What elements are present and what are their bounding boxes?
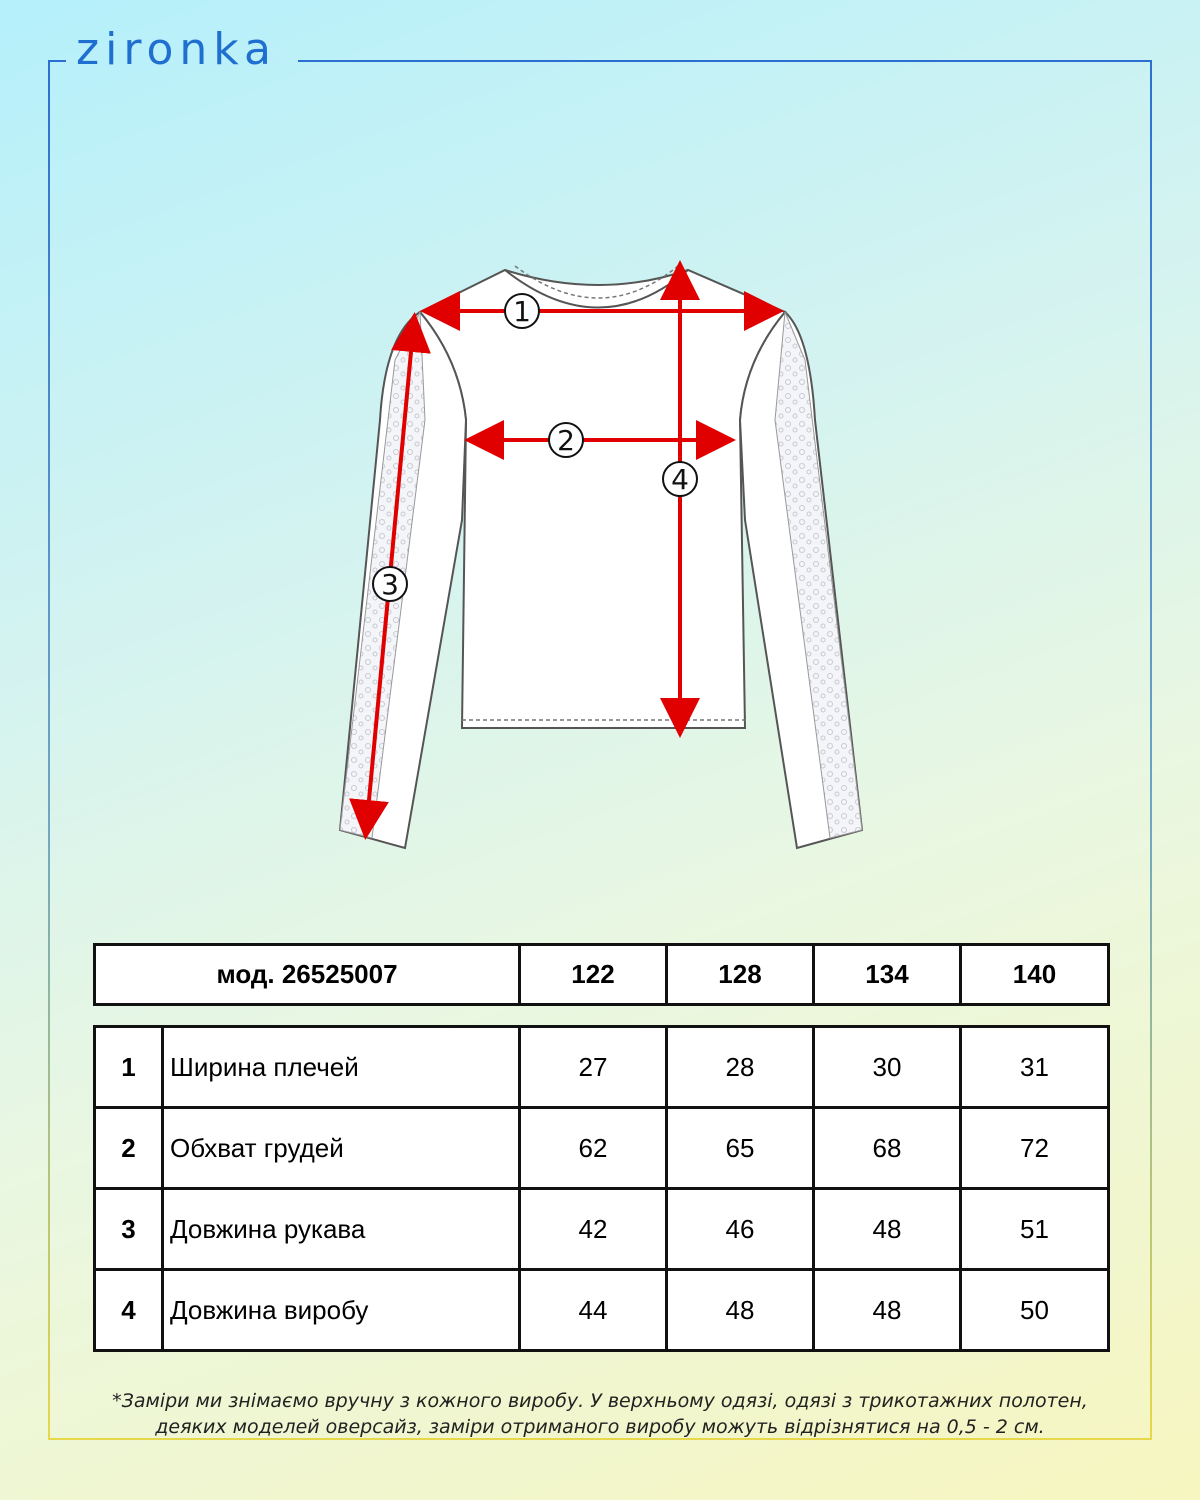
- cell-value: 30: [814, 1027, 961, 1108]
- cell-value: 48: [814, 1189, 961, 1270]
- row-label: Довжина виробу: [163, 1270, 520, 1351]
- marker-2: [549, 423, 583, 457]
- cell-value: 51: [961, 1189, 1109, 1270]
- brand-logo: zironka: [76, 24, 277, 75]
- size-col-134: 134: [814, 945, 961, 1005]
- row-number: 4: [95, 1270, 163, 1351]
- marker-3: [373, 567, 407, 601]
- svg-text:2: 2: [557, 424, 575, 457]
- cell-value: 27: [520, 1027, 667, 1108]
- cell-value: 50: [961, 1270, 1109, 1351]
- cell-value: 28: [667, 1027, 814, 1108]
- cell-value: 65: [667, 1108, 814, 1189]
- table-row: [95, 1027, 1109, 1108]
- size-col-128: 128: [667, 945, 814, 1005]
- cell-value: 62: [520, 1108, 667, 1189]
- row-label: Довжина рукава: [163, 1189, 520, 1270]
- marker-1: [505, 294, 539, 328]
- svg-text:4: 4: [671, 463, 689, 496]
- size-col-140: 140: [961, 945, 1109, 1005]
- footnote-line-2: деяких моделей оверсайз, заміри отриманого виробу можуть відрізнятися на 0,5 - 2 см.: [155, 1416, 1045, 1438]
- table-row: [95, 1270, 1109, 1351]
- row-label: Обхват грудей: [163, 1108, 520, 1189]
- marker-4: [663, 462, 697, 496]
- row-label: Ширина плечей: [163, 1027, 520, 1108]
- row-number: 3: [95, 1189, 163, 1270]
- size-table-header: [93, 943, 1110, 1006]
- model-label: мод. 26525007: [95, 945, 520, 1005]
- table-row: [95, 1108, 1109, 1189]
- size-col-122: 122: [520, 945, 667, 1005]
- row-number: 1: [95, 1027, 163, 1108]
- cell-value: 48: [667, 1270, 814, 1351]
- garment-body: [420, 270, 785, 728]
- cell-value: 46: [667, 1189, 814, 1270]
- cell-value: 42: [520, 1189, 667, 1270]
- svg-text:3: 3: [381, 568, 399, 601]
- footnote-line-1: *Заміри ми знімаємо вручну з кожного виробу. У верхньому одязі, одязі з трикотажних полотен,: [112, 1390, 1088, 1412]
- table-row: [95, 1189, 1109, 1270]
- cell-value: 72: [961, 1108, 1109, 1189]
- cell-value: 44: [520, 1270, 667, 1351]
- row-number: 2: [95, 1108, 163, 1189]
- cell-value: 68: [814, 1108, 961, 1189]
- cell-value: 48: [814, 1270, 961, 1351]
- size-table: [93, 1025, 1110, 1352]
- svg-text:1: 1: [513, 295, 531, 328]
- footnote: [60, 1388, 1140, 1440]
- cell-value: 31: [961, 1027, 1109, 1108]
